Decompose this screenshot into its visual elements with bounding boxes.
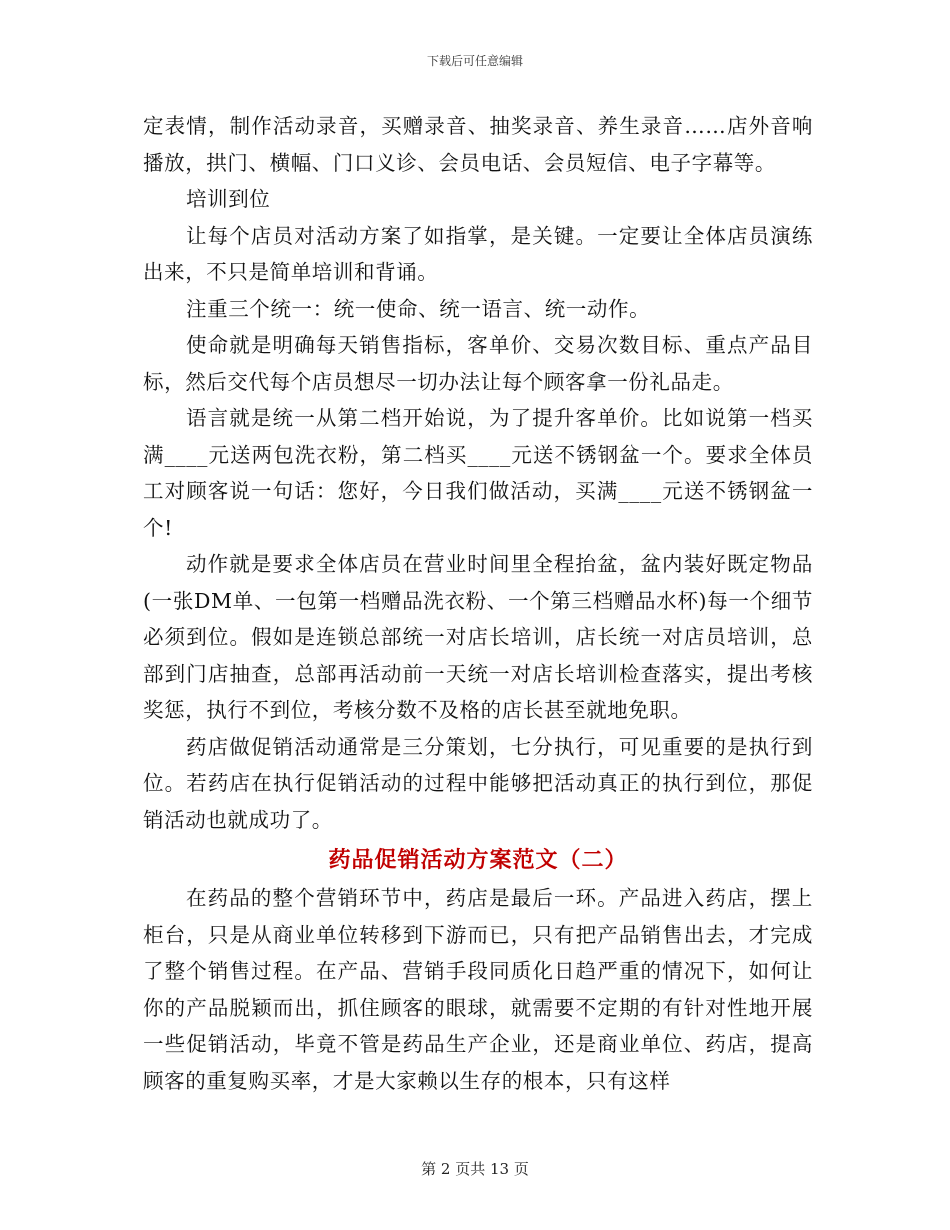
paragraph-1: 定表情，制作活动录音，买赠录音、抽奖录音、养生录音……店外音响播放，拱门、横幅、门口义诊、会员电话、会员短信、电子字幕等。 bbox=[143, 114, 813, 175]
header-note: 下载后可任意编辑 bbox=[426, 54, 523, 68]
document-body bbox=[143, 108, 813, 1099]
page-number: 第 2 页共 13 页 bbox=[421, 1160, 529, 1178]
paragraph-5: 使命就是明确每天销售指标，客单价、交易次数目标、重点产品目标，然后交代每个店员想尽一切办法让每个顾客拿一份礼品走。 bbox=[143, 333, 813, 394]
paragraph-3: 让每个店员对活动方案了如指掌，是关键。一定要让全体店员演练出来，不只是简单培训和背诵。 bbox=[143, 223, 813, 284]
paragraph-8: 药店做促销活动通常是三分策划，七分执行，可见重要的是执行到位。若药店在执行促销活动的过程中能够把活动真正的执行到位，那促销活动也就成功了。 bbox=[143, 734, 813, 832]
paragraph-7: 动作就是要求全体店员在营业时间里全程抬盆，盆内装好既定物品(一张DM单、一包第一档赠品洗衣粉、一个第三档赠品水杯)每一个细节必须到位。假如是连锁总部统一对店长培训，店长统一对店员培训，总部到门店抽查，总部再活动前一天统一对店长培训检查落实，提出考核奖惩，执行不到位，考核分数不及格的店长甚至就地免职。 bbox=[143, 552, 813, 722]
paragraph-6: 语言就是统一从第二档开始说，为了提升客单价。比如说第一档买满____元送两包洗衣粉，第二档买____元送不锈钢盆一个。要求全体员工对顾客说一句话：您好，今日我们做活动，买满____元送不锈钢盆一个! bbox=[143, 406, 813, 540]
section-title: 药品促销活动方案范文（二） bbox=[328, 847, 628, 873]
paragraph-2: 培训到位 bbox=[186, 187, 271, 211]
paragraph-9: 在药品的整个营销环节中，药店是最后一环。产品进入药店，摆上柜台，只是从商业单位转移到下游而已，只有把产品销售出去，才完成了整个销售过程。在产品、营销手段同质化日趋严重的情况下，如何让你的产品脱颖而出，抓住顾客的眼球，就需要不定期的有针对性地开展一些促销活动，毕竟不管是药品生产企业，还是商业单位、药店，提高顾客的重复购买率，才是大家赖以生存的根本，只有这样 bbox=[143, 886, 813, 1093]
paragraph-4: 注重三个统一：统一使命、统一语言、统一动作。 bbox=[186, 296, 651, 321]
